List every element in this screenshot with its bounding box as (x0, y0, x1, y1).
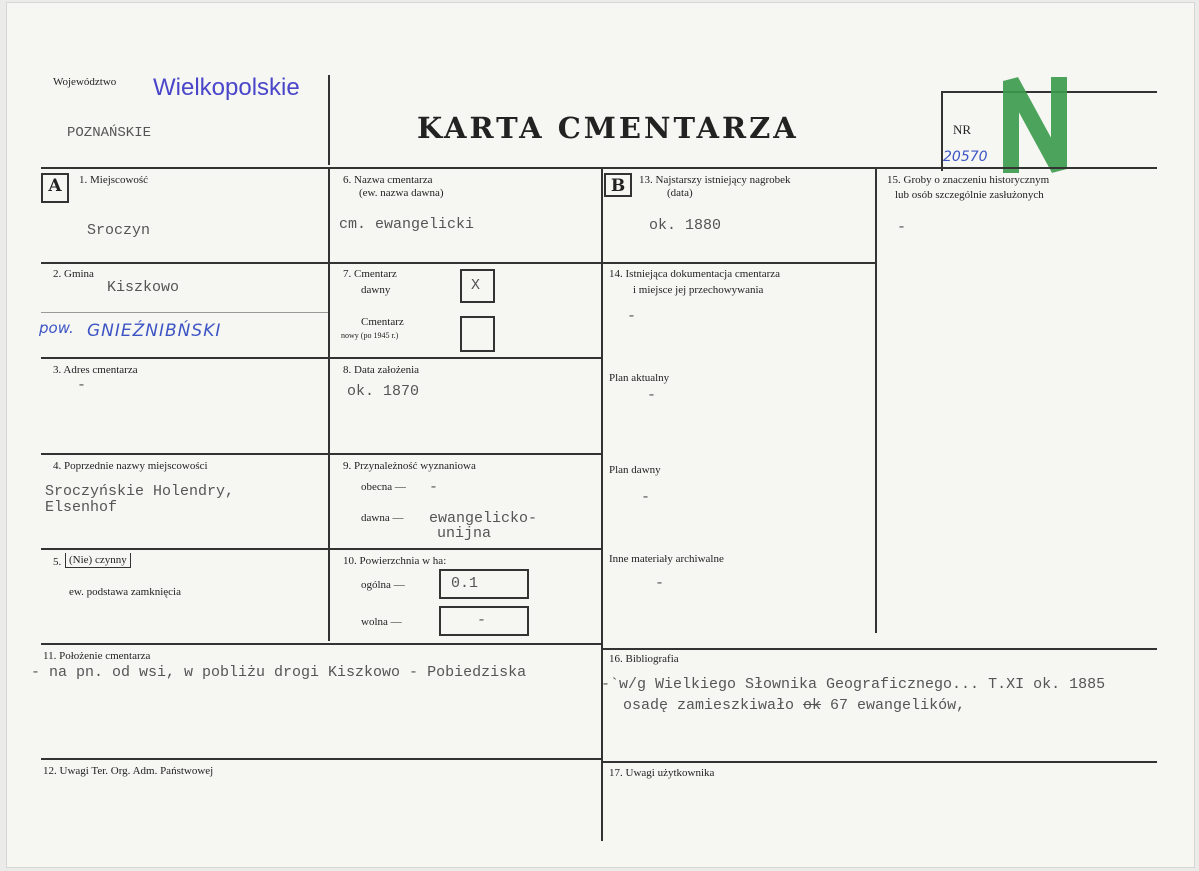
f5-status-box: (Nie) czynny (65, 553, 131, 568)
f7-label-line2: dawny (361, 284, 391, 296)
f9-dawna-label: dawna — (361, 512, 404, 524)
f16-line2-b: 67 ewangelików, (821, 697, 966, 714)
f16-line1: -`w/g Wielkiego Słownika Geograficznego... T.XI ok. 1885 (601, 676, 1106, 693)
wojewodztwo-old-value: POZNAŃSKIE (67, 125, 152, 141)
wojewodztwo-label: Województwo (53, 76, 117, 88)
f15-label-line2: lub osób szczególnie zasłużonych (895, 189, 1044, 201)
plan-dawny-value: - (641, 489, 651, 506)
wojewodztwo-stamp: Wielkopolskie (153, 74, 300, 101)
f10-wolna-box[interactable] (439, 606, 529, 636)
f14-label-line2: i miejsce jej przechowywania (633, 284, 764, 296)
f4-value-line1: Sroczyńskie Holendry, (45, 483, 235, 500)
f10-label: 10. Powierzchnia w ha: (343, 555, 447, 567)
header-divider (328, 75, 330, 165)
nr-label: NR (953, 122, 972, 137)
row-line-2 (41, 357, 601, 359)
f1-value: Sroczyn (87, 222, 151, 239)
col3-row-line (601, 262, 875, 264)
inne-materialy-value: - (655, 575, 665, 592)
f7-nowy-checkbox[interactable] (460, 316, 495, 352)
plan-aktualny-value: - (647, 387, 657, 404)
plan-dawny-label: Plan dawny (609, 464, 661, 476)
right-row-line-1 (601, 648, 1157, 650)
section-a-marker: A (41, 173, 69, 203)
card-title: KARTA CMENTARZA (417, 111, 799, 145)
f2-pow-value: GNIEŹNIBŃSKI (87, 321, 222, 341)
f15-label-line1: 15. Groby o znaczeniu historycznym (887, 174, 1050, 186)
f13-label-line1: 13. Najstarszy istniejący nagrobek (639, 174, 791, 186)
f3-label: 3. Adres cmentarza (53, 364, 138, 376)
f7-label-line1: 7. Cmentarz (343, 268, 397, 280)
f9-label: 9. Przynależność wyznaniowa (343, 460, 476, 472)
f9-obecna-value: - (429, 479, 439, 496)
f10-ogolna-label: ogólna — (361, 579, 405, 591)
f16-label: 16. Bibliografia (609, 653, 679, 665)
f14-label-line1: 14. Istniejąca dokumentacja cmentarza (609, 268, 781, 280)
f16-line2-strike: ok (803, 697, 822, 714)
f4-value-line2: Elsenhof (45, 499, 118, 516)
plan-aktualny-label: Plan aktualny (609, 372, 670, 384)
f2-label: 2. Gmina (53, 268, 94, 280)
f7-nowy-line2: nowy (po 1945 r.) (341, 331, 399, 340)
f4-label: 4. Poprzednie nazwy miejscowości (53, 460, 208, 472)
f14-value: - (627, 308, 637, 325)
green-n-mark (1001, 73, 1073, 177)
f10-wolna-label: wolna — (361, 616, 402, 628)
f15-value: - (897, 219, 907, 236)
f5-label: 5. (53, 556, 62, 568)
inne-materialy-label: Inne materiały archiwalne (609, 553, 724, 565)
grid-top-line (41, 167, 1157, 169)
f5-sub-label: ew. podstawa zamknięcia (69, 586, 181, 598)
f9-dawna-value-line2: unijna (437, 525, 492, 542)
f17-label: 17. Uwagi użytkownika (609, 767, 715, 779)
f12-label: 12. Uwagi Ter. Org. Adm. Państwowej (43, 765, 214, 777)
f2-pow-prefix: pow. (39, 319, 74, 337)
f8-label: 8. Data założenia (343, 364, 420, 376)
f11-value: - na pn. od wsi, w pobliżu drogi Kiszkowo - Pobiedziska (31, 664, 527, 681)
row-line-3 (41, 453, 601, 455)
f6-value: cm. ewangelicki (339, 216, 475, 233)
f11-label: 11. Położenie cmentarza (43, 650, 151, 662)
f7-dawny-checkbox[interactable] (460, 269, 495, 303)
col-divider-2 (601, 167, 603, 841)
right-row-line-2 (601, 761, 1157, 763)
row-line-4 (41, 548, 601, 550)
section-b-marker: B (604, 173, 632, 197)
f6-label-line2: (ew. nazwa dawna) (359, 187, 444, 199)
row-line-1 (41, 262, 601, 264)
cemetery-card (6, 2, 1195, 868)
col-divider-3 (875, 167, 877, 633)
f2-value: Kiszkowo (107, 279, 180, 296)
f13-label-line2: (data) (667, 187, 693, 199)
f6-label-line1: 6. Nazwa cmentarza (343, 174, 433, 186)
f10-ogolna-value: 0.1 (451, 575, 479, 592)
nr-value: 20570 (943, 149, 988, 165)
f8-value: ok. 1870 (347, 383, 420, 400)
col-divider-1 (328, 167, 330, 641)
f1-label: 1. Miejscowość (79, 174, 149, 186)
f16-line2 (623, 697, 965, 715)
row-line-5 (41, 643, 601, 645)
f9-obecna-label: obecna — (361, 481, 406, 493)
f10-ogolna-box[interactable] (439, 569, 529, 599)
f3-value: - (77, 377, 87, 394)
f13-value: ok. 1880 (649, 217, 722, 234)
f9-dawna-value-line1: ewangelicko- (429, 510, 538, 527)
row-line-6 (41, 758, 601, 760)
f7-dawny-mark: X (471, 277, 481, 294)
f10-wolna-value: - (477, 612, 487, 629)
f16-line2-a: osadę zamieszkiwało (623, 697, 804, 714)
f7-nowy-line1: Cmentarz (361, 316, 404, 328)
gmina-underline (41, 312, 328, 313)
